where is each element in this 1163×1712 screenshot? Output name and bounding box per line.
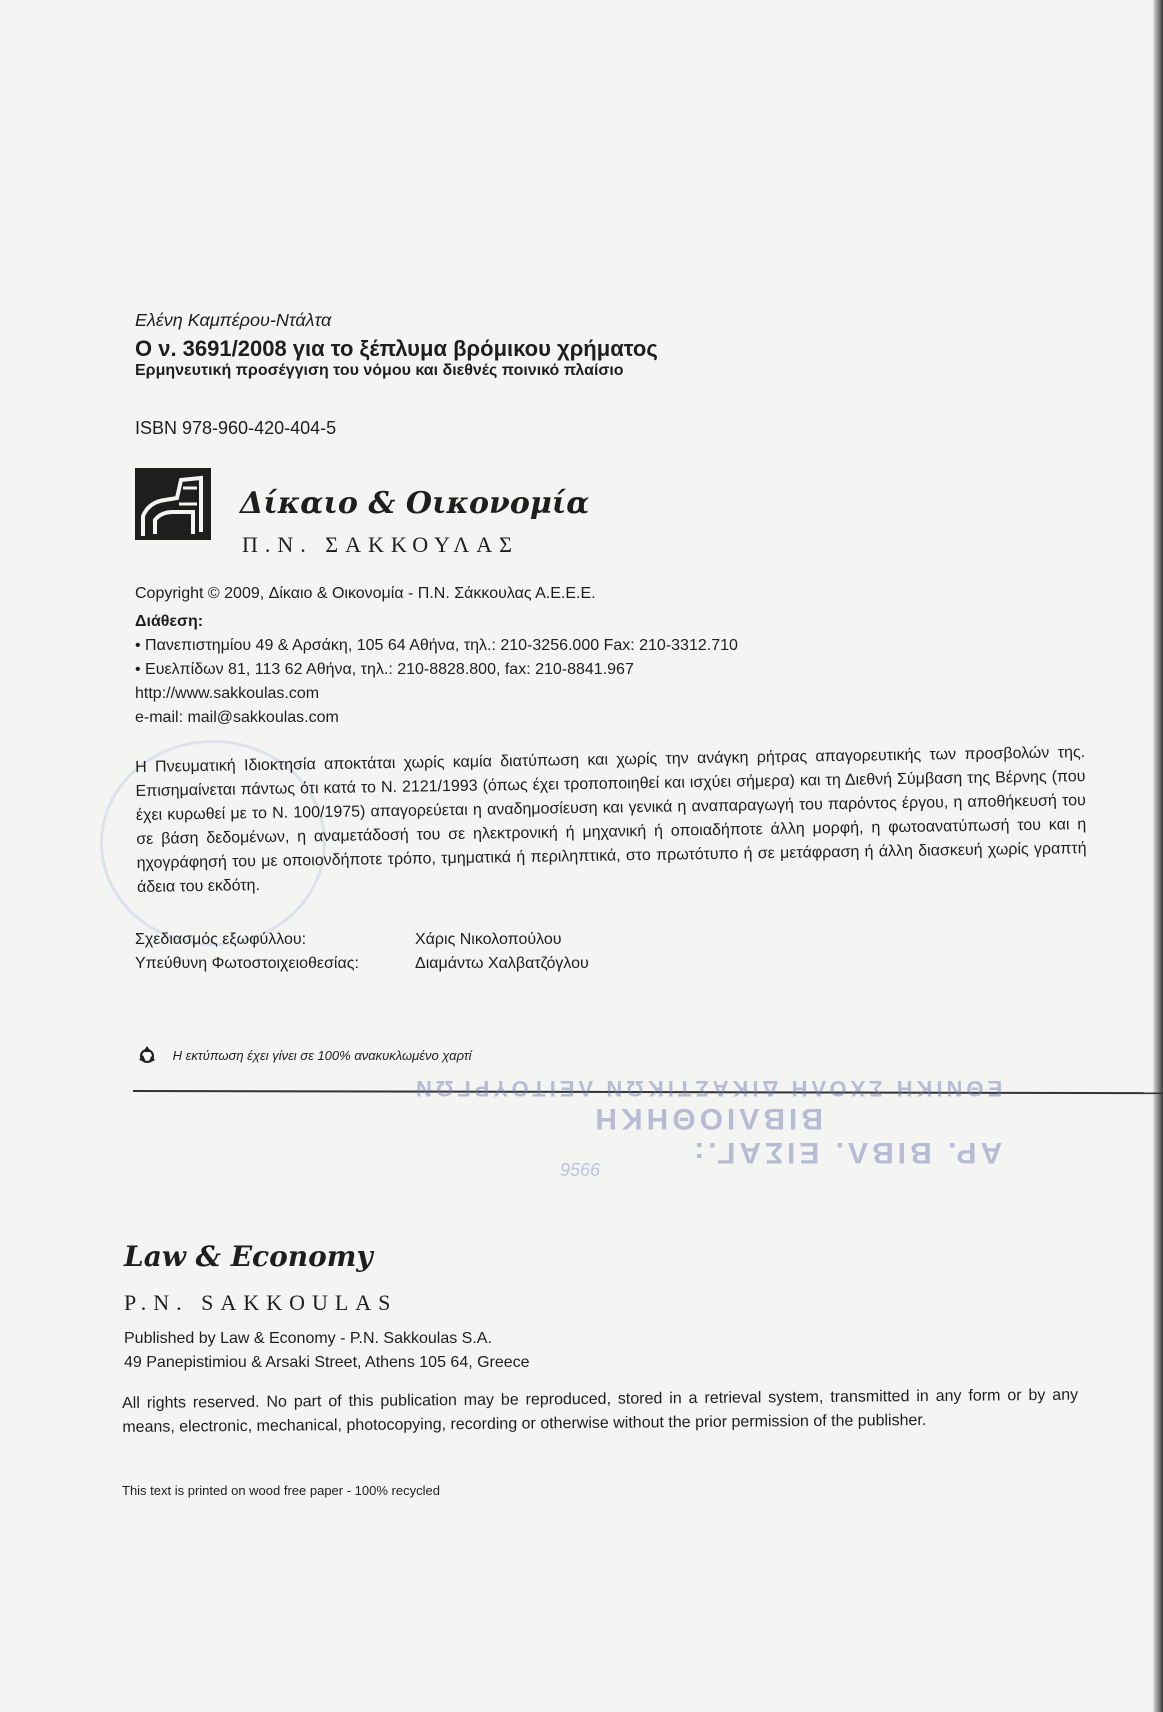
recycled-note-greek <box>135 1043 472 1070</box>
distribution-label: Διάθεση: <box>135 613 204 630</box>
copyright-line: Copyright © 2009, Δίκαιο & Οικονομία - Π.Ν. Σάκκουλας Α.Ε.Ε.Ε. <box>135 585 596 602</box>
credit-role: Υπεύθυνη Φωτοστοιχειοθεσίας: <box>135 955 359 972</box>
credits-table <box>135 928 589 976</box>
paper-note-english: This text is printed on wood free paper - 100% recycled <box>122 1483 440 1498</box>
recycled-text: Η εκτύπωση έχει γίνει σε 100% ανακυκλωμένο χαρτί <box>172 1047 472 1063</box>
publisher-brand-english: Law & Economy <box>124 1240 373 1273</box>
recycle-icon <box>135 1043 159 1070</box>
stamp-line: ΕΘΝΙΚΗ ΣΧΟΛΗ ΔΙΚΑΣΤΙΚΩΝ ΛΕΙΤΟΥΡΓΩΝ <box>412 1076 1003 1101</box>
book-subtitle: Ερμηνευτική προσέγγιση του νόμου και διεθνές ποινικό πλαίσιο <box>135 362 624 379</box>
publisher-brand-greek: Δίκαιο & Οικονομία <box>240 486 590 521</box>
credit-person: Χάρις Νικολοπούλου <box>415 931 562 948</box>
page-edge-shadow <box>1153 0 1163 1712</box>
address-line: • Ευελπίδων 81, 113 62 Αθήνα, τηλ.: 210-8828.800, fax: 210-8841.967 <box>135 661 634 678</box>
credit-role: Σχεδιασμός εξωφύλλου: <box>135 931 307 948</box>
published-by: Published by Law & Economy - P.N. Sakkoulas S.A. <box>124 1330 492 1347</box>
website-link[interactable]: http://www.sakkoulas.com <box>135 685 320 702</box>
email-link[interactable]: e-mail: mail@sakkoulas.com <box>135 709 339 726</box>
publisher-name-english: P.N. SAKKOULAS <box>124 1290 398 1315</box>
credit-person: Διαμάντω Χαλβατζόγλου <box>415 955 589 972</box>
address-english: 49 Panepistimiou & Arsaki Street, Athens 105 64, Greece <box>124 1354 530 1371</box>
credit-row <box>135 952 589 976</box>
stamp-line: ΑΡ. ΒΙΒΛ. ΕΙΣΑΓ.: <box>690 1136 1003 1169</box>
library-stamp <box>412 1075 1002 1169</box>
address-line: • Πανεπιστημίου 49 & Αρσάκη, 105 64 Αθήνα, τηλ.: 210-3256.000 Fax: 210-3312.710 <box>135 637 738 654</box>
book-title: Ο ν. 3691/2008 για το ξέπλυμα βρόμικου χρήματος <box>135 336 658 361</box>
publisher-contact-greek <box>135 582 738 730</box>
publisher-address-english <box>124 1327 530 1375</box>
stamp-number: 9566 <box>560 1160 601 1180</box>
author-name: Ελένη Καμπέρου-Ντάλτα <box>135 310 332 330</box>
credit-row <box>135 928 589 952</box>
rights-notice-english: All rights reserved. No part of this publication may be reproduced, stored in a retrieval system, transmitted in any form or by any means, electronic, mechanical, photocopying, recording or otherwise without the prior permission of the publisher. <box>122 1386 1079 1436</box>
isbn: ISBN 978-960-420-404-5 <box>135 418 337 438</box>
publisher-name-greek: Π.Ν. ΣΑΚΚΟΥΛΑΣ <box>242 532 519 557</box>
publisher-logo-icon <box>135 468 211 540</box>
stamp-line: ΒΙΒΛΙΟΘΗΚΗ <box>591 1102 823 1135</box>
legal-notice-greek: Η Πνευματική Ιδιοκτησία αποκτάται χωρίς καμία διατύπωση και χωρίς την ανάγκη ρήτρας απαγορευτικής των προσβολών της. Επισημαίνεται πάντως ότι κατά το Ν. 2121/1993 (όπως έχει τροποποιηθεί και ισχύει σήμερα) και τη Διεθνή Σύμβαση της Βέρνης (που έχει κυρωθεί με το Ν. 100/1975) απαγορεύεται η αναδημοσίευση και γενικά η αναπαραγωγή του παρόντος έργου, η αποθήκευσή του σε βάση δεδομένων, η αναμετάδοσή του σε ηλεκτρονική ή μηχανική ή οποιαδήποτε άλλη μορφή, η φωτοανατύπωσή του και η ηχογράφησή του με οποιονδήποτε τρόπο, τμηματικά ή περιληπτικά, στο πρωτότυπο ή σε μετάφραση ή άλλη διασκευή χωρίς γραπτή άδεια του εκδότη. <box>135 744 1087 896</box>
